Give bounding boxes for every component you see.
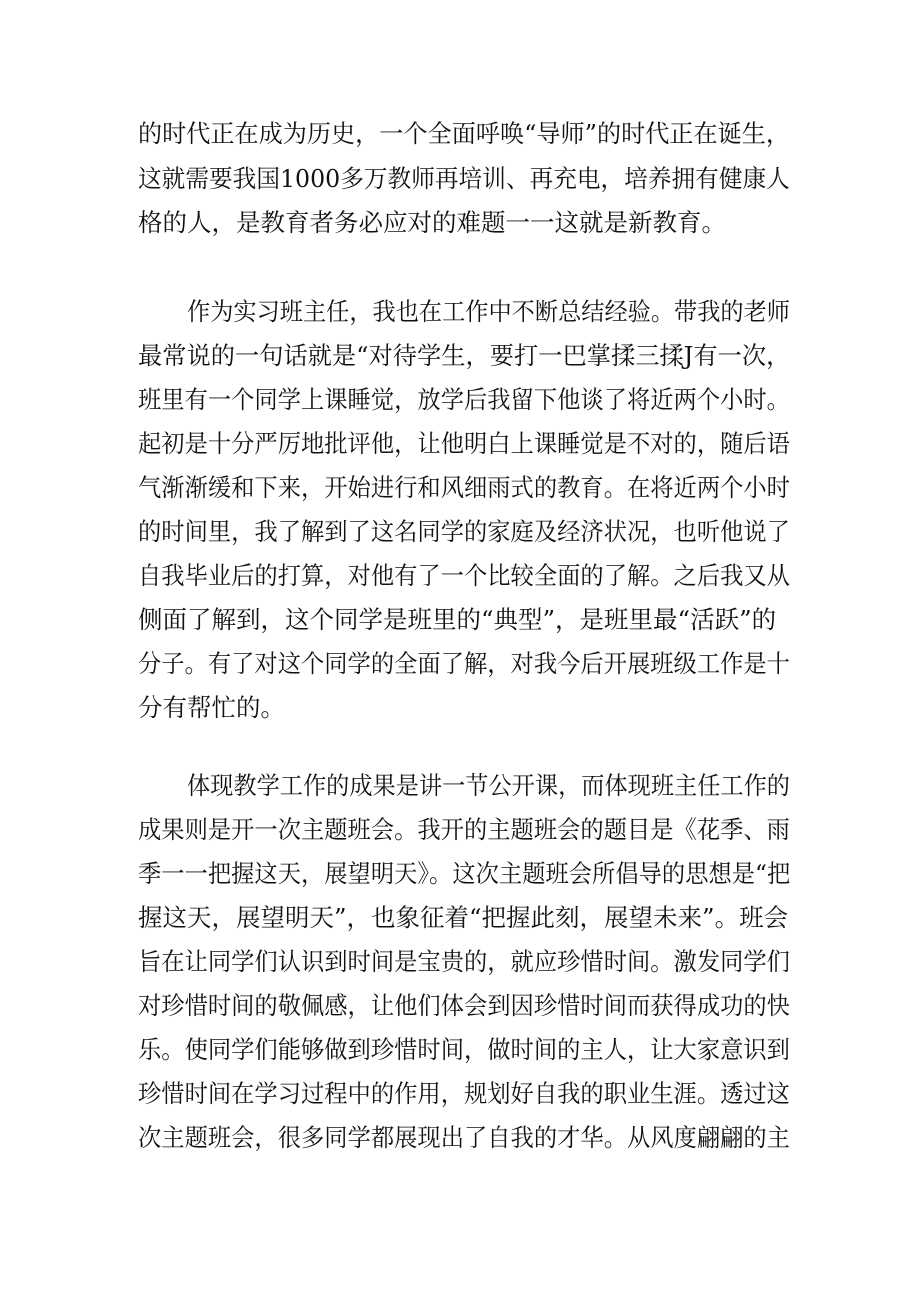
text-line: 分子。有了对这个同学的全面了解，对我今后开展班级工作是十 xyxy=(138,649,790,678)
text-line: 次主题班会，很多同学都展现出了自我的才华。从风度翩翩的主 xyxy=(138,1123,790,1152)
text-line: 的时间里，我了解到了这名同学的家庭及经济状况，也听他说了 xyxy=(138,517,790,546)
text-line: 握这天，展望明天”，也象征着“把握此刻，展望未来”。班会 xyxy=(138,903,789,932)
text-line: 旨在让同学们认识到时间是宝贵的，就应珍惜时间。激发同学们 xyxy=(138,947,790,976)
paragraph-first-line: 作为实习班主任，我也在工作中不断总结经验。带我的老师 xyxy=(187,297,790,326)
text-line: 成果则是开一次主题班会。我开的主题班会的题目是《花季、雨 xyxy=(138,815,790,844)
text-line: 这就需要我国1000多万教师再培训、再充电，培养拥有健康人 xyxy=(138,164,790,193)
text-line: 自我毕业后的打算，对他有了一个比较全面的了解。之后我又从 xyxy=(138,561,790,590)
text-line: 对珍惜时间的敬佩感，让他们体会到因珍惜时间而获得成功的快 xyxy=(138,991,790,1020)
text-line: 气渐渐缓和下来，开始进行和风细雨式的教育。在将近两个小时 xyxy=(138,473,790,502)
text-line: 的时代正在成为历史，一个全面呼唤“导师”的时代正在诞生， xyxy=(138,119,791,148)
text-line: 乐。使同学们能够做到珍惜时间，做时间的主人，让大家意识到 xyxy=(138,1035,790,1064)
text-line: 季一一把握这天，展望明天》。这次主题班会所倡导的思想是“把 xyxy=(138,859,791,888)
paragraph-first-line: 体现教学工作的成果是讲一节公开课，而体现班主任工作的 xyxy=(187,771,790,800)
text-line: 班里有一个同学上课睡觉，放学后我留下他谈了将近两个小时。 xyxy=(138,385,790,414)
text-line: 分有帮忙的。 xyxy=(138,693,285,722)
text-line: 格的人，是教育者务必应对的难题一一这就是新教育。 xyxy=(138,208,726,237)
text-line: 珍惜时间在学习过程中的作用，规划好自我的职业生涯。透过这 xyxy=(138,1079,790,1108)
text-line: 侧面了解到，这个同学是班里的“典型”，是班里最“活跃”的 xyxy=(138,605,777,634)
text-line: 起初是十分严厉地批评他，让他明白上课睡觉是不对的，随后语 xyxy=(138,429,790,458)
text-line: 最常说的一句话就是“对待学生，要打一巴掌揉三揉J有一次， xyxy=(138,341,791,370)
